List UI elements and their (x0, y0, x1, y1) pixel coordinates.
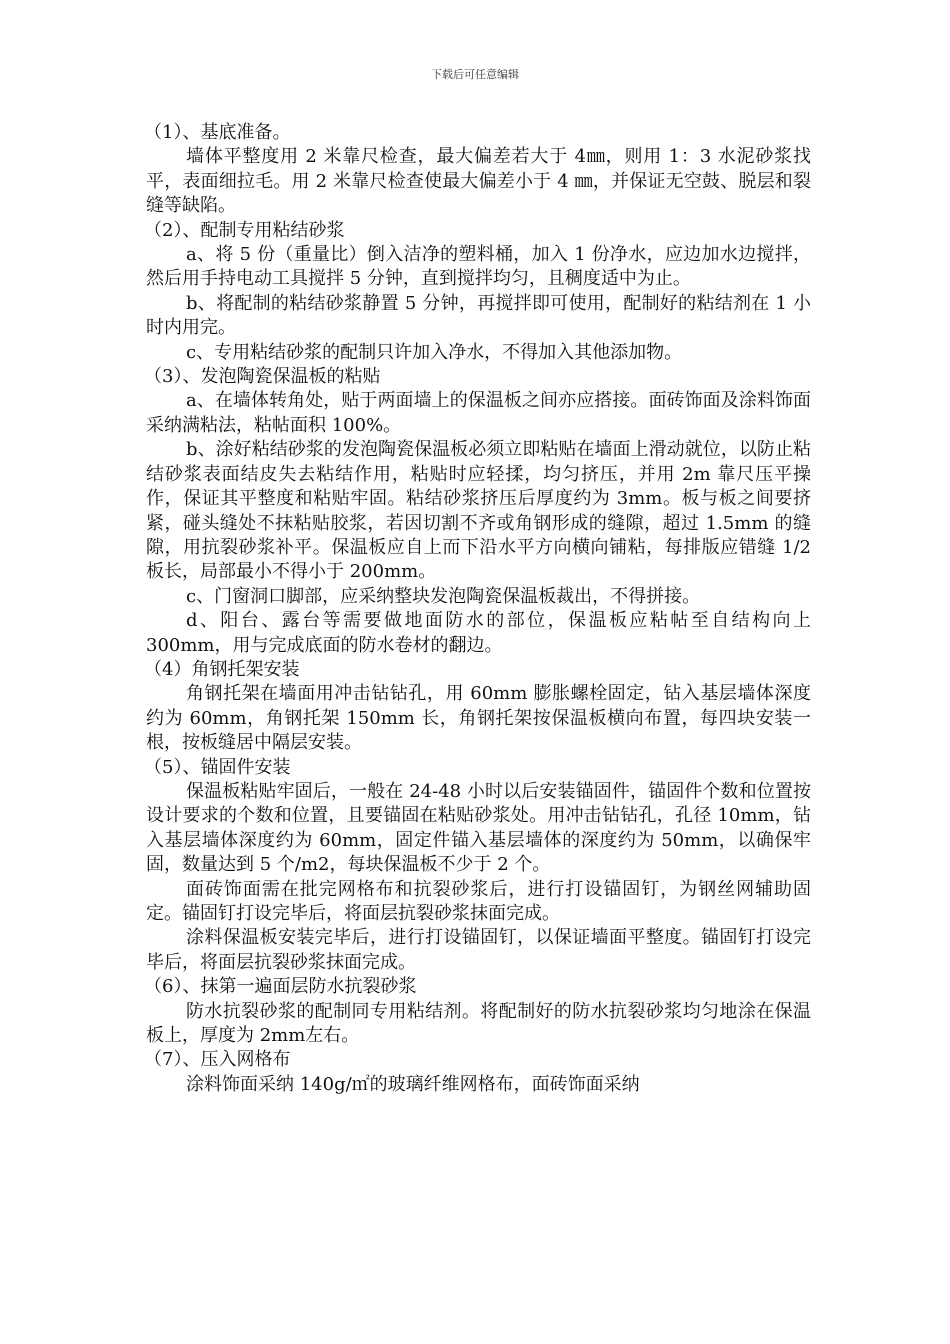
document-body (146, 121, 811, 1097)
section-heading-2: （2）、配制专用粘结砂浆 (144, 219, 345, 241)
paragraph: b、将配制的粘结砂浆静置 5 分钟，再搅拌即可使用，配制好的粘结剂在 1 小时内用完。 (146, 292, 811, 339)
paragraph: c、专用粘结砂浆的配制只许加入净水，不得加入其他添加物。 (186, 341, 683, 363)
paragraph: a、在墙体转角处，贴于两面墙上的保温板之间亦应搭接。面砖饰面及涂料饰面采纳满粘法，粘帖面积 100%。 (146, 390, 811, 436)
paragraph: 防水抗裂砂浆的配制同专用粘结剂。将配制好的防水抗裂砂浆均匀地涂在保温板上，厚度为 2mm左右。 (146, 1000, 811, 1047)
section-heading-1: （1）、基底准备。 (144, 122, 291, 143)
paragraph: 角钢托架在墙面用冲击钻钻孔，用 60mm 膨胀螺栓固定，钻入基层墙体深度约为 60mm，角钢托架 150mm 长，角钢托架按保温板横向布置，每四块安装一根，按板缝居中隔层安装。 (146, 683, 811, 754)
paragraph: b、涂好粘结砂浆的发泡陶瓷保温板必须立即粘贴在墙面上滑动就位，以防止粘结砂浆表面结皮失去粘结作用，粘贴时应轻揉，均匀挤压，并用 2m 靠尺压平操作，保证其平整度和粘贴牢固。粘结砂浆挤压后厚度约为 3mm。板与板之间要挤紧，碰头缝处不抹粘贴胶浆，若因切割不齐或角钢形成的缝隙，超过 1.5mm 的缝隙，用抗裂砂浆补平。保温板应自上而下沿水平方向横向铺粘，每排版应错缝 1/2 板长，局部最小不得小于 200mm。 (146, 439, 811, 583)
section-heading-6: （6）、抹第一遍面层防水抗裂砂浆 (144, 976, 417, 998)
header-note: 下载后可任意编辑 (431, 68, 519, 81)
section-heading-4: （4）角钢托架安装 (144, 658, 300, 680)
paragraph: 面砖饰面需在批完网格布和抗裂砂浆后，进行打设锚固钉，为钢丝网辅助固定。锚固钉打设完毕后，将面层抗裂砂浆抹面完成。 (146, 878, 811, 924)
paragraph: a、将 5 份（重量比）倒入洁净的塑料桶，加入 1 份净水，应边加水边搅拌，然后用手持电动工具搅拌 5 分钟，直到搅拌均匀，且稠度适中为止。 (146, 244, 811, 290)
paragraph: 涂料饰面采纳 140g/㎡的玻璃纤维网格布，面砖饰面采纳 (186, 1073, 640, 1095)
paragraph: 墙体平整度用 2 米靠尺检查，最大偏差若大于 4㎜，则用 1：3 水泥砂浆找平，表面细拉毛。用 2 米靠尺检查使最大偏差小于 4 ㎜，并保证无空鼓、脱层和裂缝等缺陷。 (146, 146, 811, 217)
section-heading-7: （7）、压入网格布 (144, 1049, 291, 1071)
paragraph: 涂料保温板安装完毕后，进行打设锚固钉，以保证墙面平整度。锚固钉打设完毕后，将面层抗裂砂浆抹面完成。 (146, 927, 811, 973)
paragraph: d、阳台、露台等需要做地面防水的部位，保温板应粘帖至自结构向上 300mm，用与完成底面的防水卷材的翻边。 (146, 610, 811, 656)
section-heading-3: （3）、发泡陶瓷保温板的粘贴 (144, 366, 381, 388)
paragraph: c、门窗洞口脚部，应采纳整块发泡陶瓷保温板裁出，不得拼接。 (186, 585, 701, 607)
section-heading-5: （5）、锚固件安装 (144, 756, 291, 778)
paragraph: 保温板粘贴牢固后，一般在 24-48 小时以后安装锚固件，锚固件个数和位置按设计要求的个数和位置，且要锚固在粘贴砂浆处。用冲击钻钻孔，孔径 10mm，钻入基层墙体深度约为 60mm，固定件锚入基层墙体的深度约为 50mm，以确保牢固，数量达到 5 个/m2，每块保温板不少于 2 个。 (146, 780, 811, 876)
